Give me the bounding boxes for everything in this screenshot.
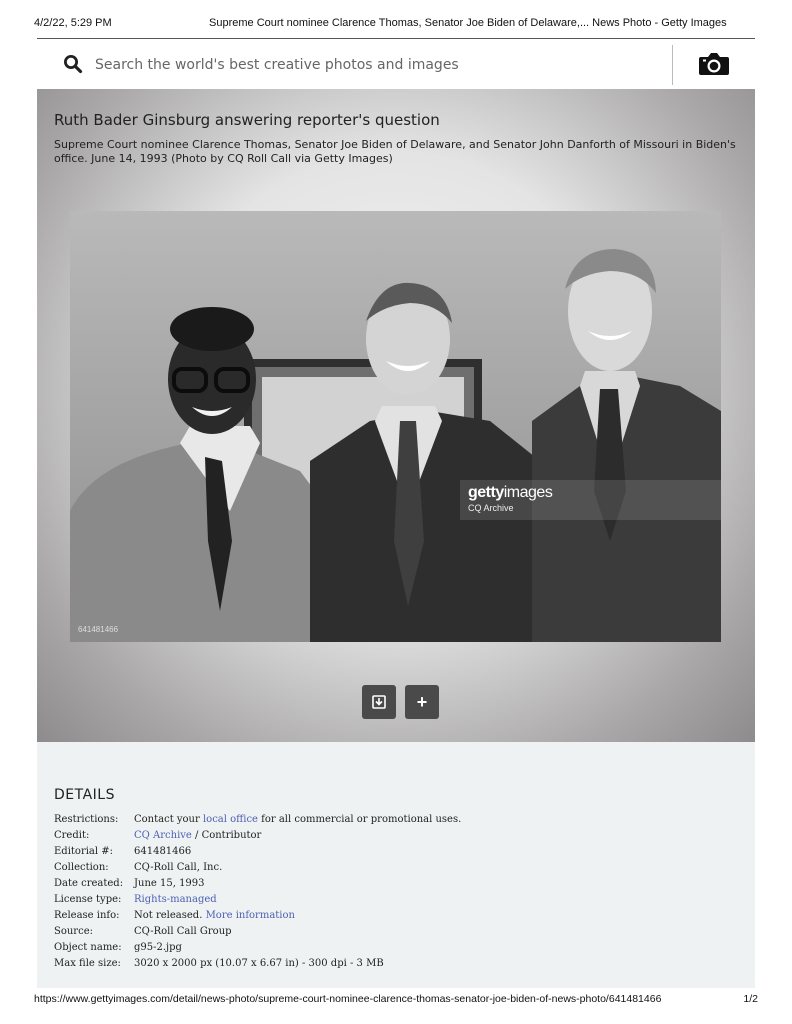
print-header bbox=[34, 17, 758, 33]
more-information-link[interactable]: More information bbox=[205, 910, 295, 921]
details-panel bbox=[37, 742, 755, 988]
news-photo[interactable] bbox=[70, 211, 721, 642]
photo-id-overlay: 641481466 bbox=[78, 625, 119, 634]
print-url: https://www.gettyimages.com/detail/news-photo/supreme-court-nominee-clarence-thomas-senator-joe-biden-of-news-photo/641481466 bbox=[34, 993, 662, 1005]
detail-value: CQ Archive / Contributor bbox=[134, 830, 262, 841]
detail-label: License type: bbox=[54, 894, 122, 905]
search-bar bbox=[37, 38, 755, 89]
photo-caption: Supreme Court nominee Clarence Thomas, Senator Joe Biden of Delaware, and Senator John Danforth of Missouri in Biden's office. June 14, 1993 (Photo by CQ Roll Call via Getty Images) bbox=[54, 138, 736, 165]
download-button[interactable] bbox=[362, 685, 396, 719]
detail-value: Contact your local office for all commercial or promotional uses. bbox=[134, 814, 462, 825]
detail-label: Restrictions: bbox=[54, 814, 119, 825]
add-to-board-button[interactable] bbox=[405, 685, 439, 719]
detail-value: 3020 x 2000 px (10.07 x 6.67 in) - 300 dpi - 3 MB bbox=[134, 958, 384, 969]
print-datetime: 4/2/22, 5:29 PM bbox=[34, 17, 112, 29]
watermark-brand: gettyimages bbox=[468, 484, 553, 501]
detail-label: Collection: bbox=[54, 862, 109, 873]
search-input[interactable] bbox=[95, 51, 655, 79]
watermark-collection: CQ Archive bbox=[468, 503, 514, 513]
photo-title: Ruth Bader Ginsburg answering reporter's question bbox=[54, 111, 440, 129]
local-office-link[interactable]: local office bbox=[202, 814, 258, 825]
detail-label: Editorial #: bbox=[54, 846, 114, 857]
search-divider bbox=[672, 45, 673, 85]
detail-label: Max file size: bbox=[54, 958, 121, 969]
detail-label: Release info: bbox=[54, 910, 120, 921]
print-footer bbox=[34, 993, 758, 1009]
detail-value: CQ-Roll Call, Inc. bbox=[134, 862, 223, 873]
print-page-number: 1/2 bbox=[743, 993, 758, 1005]
detail-value: CQ-Roll Call Group bbox=[134, 926, 232, 937]
photo-illustration bbox=[70, 211, 721, 642]
photo-hero bbox=[37, 89, 755, 742]
cq-archive-link[interactable]: CQ Archive bbox=[134, 830, 192, 841]
detail-value: June 15, 1993 bbox=[134, 878, 205, 889]
print-page-title: Supreme Court nominee Clarence Thomas, Senator Joe Biden of Delaware,... News Photo - Getty Images bbox=[209, 17, 727, 29]
detail-label: Object name: bbox=[54, 942, 122, 953]
camera-icon[interactable] bbox=[698, 51, 730, 77]
detail-value: g95-2.jpg bbox=[134, 942, 182, 953]
plus-icon: + bbox=[416, 692, 428, 712]
detail-value bbox=[134, 894, 217, 905]
download-icon bbox=[362, 685, 396, 719]
detail-value: 641481466 bbox=[134, 846, 192, 857]
details-heading: DETAILS bbox=[54, 787, 115, 803]
search-icon[interactable] bbox=[63, 54, 83, 74]
getty-watermark bbox=[460, 480, 721, 520]
detail-label: Credit: bbox=[54, 830, 90, 841]
rights-managed-link[interactable]: Rights-managed bbox=[134, 894, 217, 905]
detail-value: Not released. More information bbox=[134, 910, 295, 921]
detail-label: Date created: bbox=[54, 878, 124, 889]
detail-label: Source: bbox=[54, 926, 93, 937]
